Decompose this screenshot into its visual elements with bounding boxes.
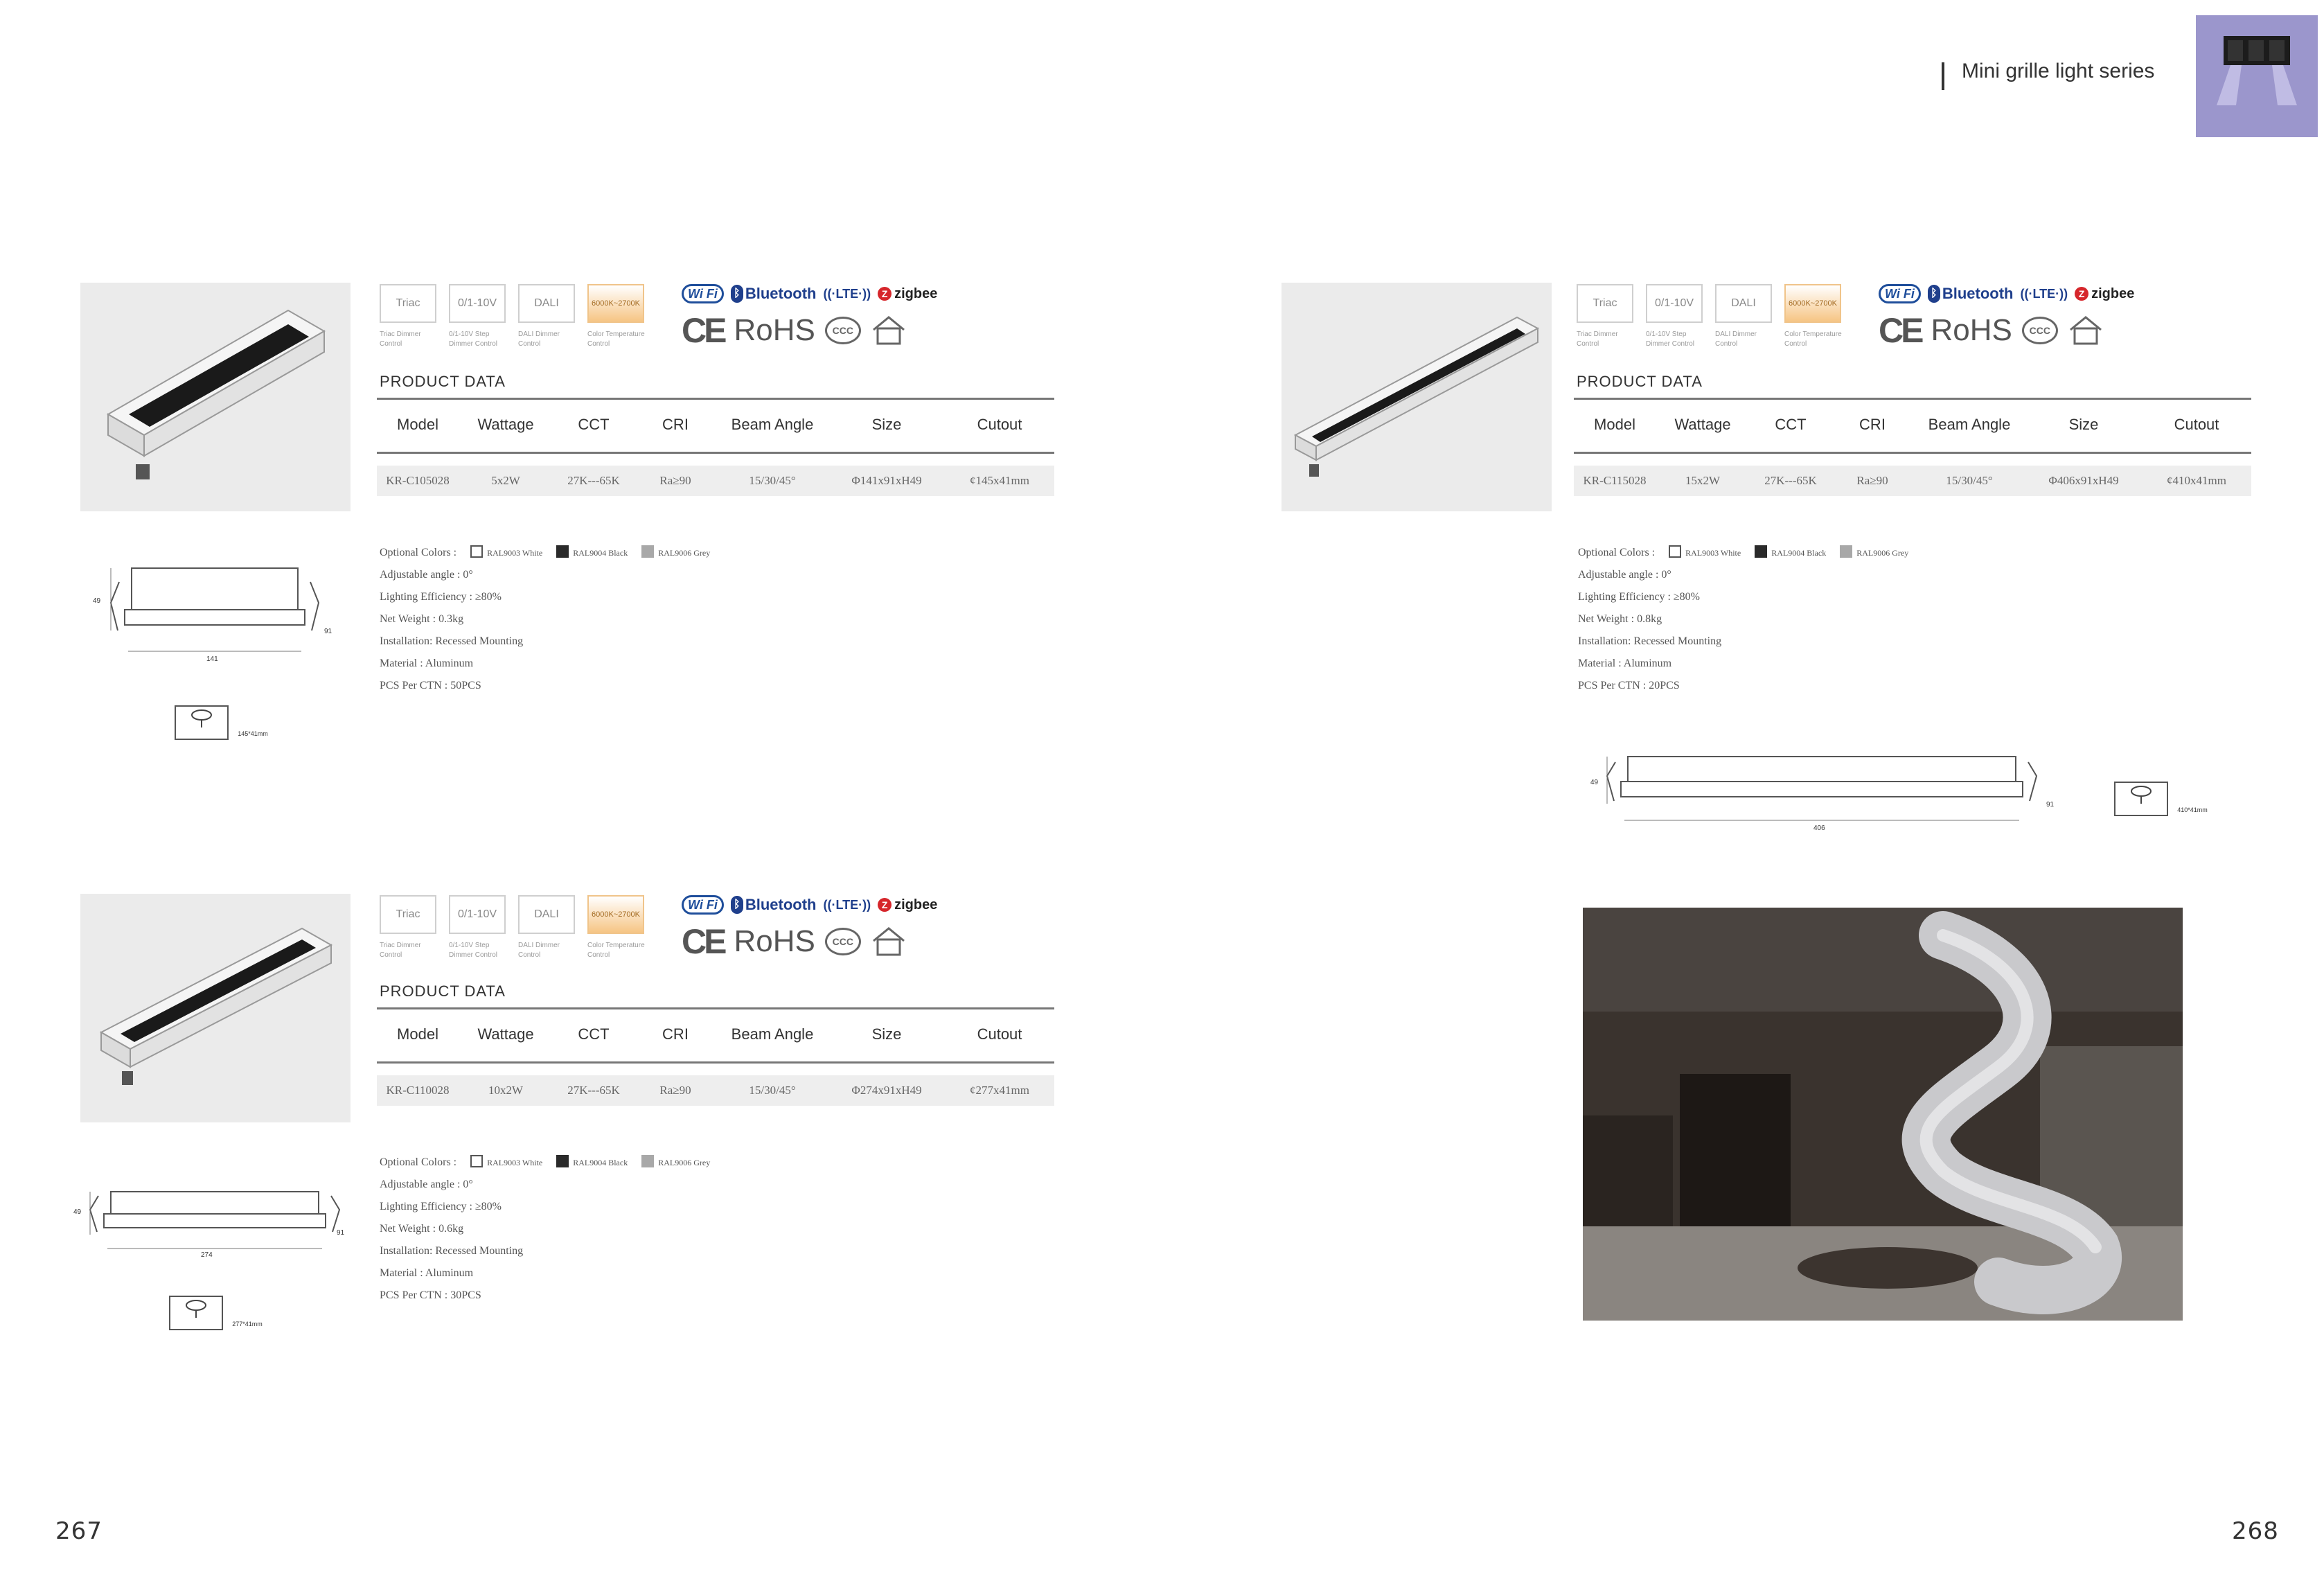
dim-length: 274 xyxy=(201,1251,213,1259)
grey-swatch xyxy=(641,545,654,558)
cell-size: Φ274x91xH49 xyxy=(851,1084,922,1097)
spec-line: Adjustable angle : 0° xyxy=(1578,569,1671,581)
header-beam-angle: Beam Angle xyxy=(731,1025,814,1043)
table-row xyxy=(377,466,1054,496)
spec-line: Lighting Efficiency : ≥80% xyxy=(380,591,502,603)
white-swatch xyxy=(470,1155,483,1167)
header-cri: CRI xyxy=(1859,416,1886,433)
dimension-drawing xyxy=(1586,748,2071,838)
zigbee-icon: Z xyxy=(878,898,892,912)
protocol-logos xyxy=(682,895,937,915)
cell-cct: 27K---65K xyxy=(567,1084,620,1097)
protocol-logos xyxy=(1879,284,2134,303)
control-caption: Color Temperature Control xyxy=(1784,330,1842,348)
product-photo xyxy=(1281,283,1552,511)
optional-colors-label: Optional Colors : xyxy=(380,1156,457,1168)
optional-colors-label: Optional Colors : xyxy=(1578,547,1656,558)
page-number-left: 267 xyxy=(55,1517,103,1545)
header-wattage: Wattage xyxy=(1674,416,1731,433)
dim-length: 141 xyxy=(206,655,218,663)
control-caption: 0/1-10V Step Dimmer Control xyxy=(1646,330,1695,348)
control-dali: DALI xyxy=(1715,284,1772,323)
color-label: RAL9003 White xyxy=(1685,548,1741,558)
color-label: RAL9004 Black xyxy=(573,548,628,558)
optional-colors xyxy=(1578,542,2201,564)
lte-logo: ((·LTE·)) xyxy=(823,286,871,301)
color-label: RAL9006 Grey xyxy=(1856,548,1909,558)
control-caption: DALI Dimmer Control xyxy=(518,330,560,348)
header-cri: CRI xyxy=(662,1025,689,1043)
cutout-icon xyxy=(2114,782,2208,816)
cell-wattage: 5x2W xyxy=(491,474,520,487)
cell-beam-angle: 15/30/45° xyxy=(749,474,796,487)
cell-cutout: ¢145x41mm xyxy=(970,474,1029,487)
spec-line: Net Weight : 0.8kg xyxy=(1578,613,1662,625)
grey-swatch xyxy=(641,1155,654,1167)
cell-beam-angle: 15/30/45° xyxy=(749,1084,796,1097)
spec-line: PCS Per CTN : 20PCS xyxy=(1578,680,1680,691)
table-header xyxy=(377,416,1054,434)
certification-logos xyxy=(682,921,907,962)
cell-wattage: 15x2W xyxy=(1685,474,1721,487)
table-rule xyxy=(1574,452,2251,454)
product-data-title: PRODUCT DATA xyxy=(380,982,506,1000)
cell-cct: 27K---65K xyxy=(1764,474,1817,487)
optional-colors xyxy=(380,1152,1003,1174)
ce-logo: CE xyxy=(682,311,725,350)
cell-cutout: ¢277x41mm xyxy=(970,1084,1029,1097)
cutout-icon xyxy=(169,1296,263,1330)
color-label: RAL9006 Grey xyxy=(658,548,711,558)
dim-length: 406 xyxy=(1813,824,1825,832)
header-beam-angle: Beam Angle xyxy=(731,416,814,433)
cutout-size: 145*41mm xyxy=(238,730,268,737)
header-cct: CCT xyxy=(578,416,610,433)
control-caption: Triac Dimmer Control xyxy=(380,330,421,348)
bluetooth-logo: Bluetooth xyxy=(1942,285,2014,302)
black-swatch xyxy=(556,1155,569,1167)
table-rule xyxy=(377,1061,1054,1064)
table-row xyxy=(377,1075,1054,1106)
header-size: Size xyxy=(871,416,902,433)
bluetooth-logo: Bluetooth xyxy=(745,896,817,913)
control-caption: Color Temperature Control xyxy=(587,942,645,959)
color-label: RAL9003 White xyxy=(487,548,543,558)
certification-logos xyxy=(1879,310,2104,351)
control-caption: Color Temperature Control xyxy=(587,330,645,348)
lte-logo: ((·LTE·)) xyxy=(2020,286,2068,301)
grey-swatch xyxy=(1840,545,1852,558)
control-cct: 6000K~2700K xyxy=(587,895,644,934)
spec-line: Net Weight : 0.3kg xyxy=(380,613,464,625)
dim-depth: 91 xyxy=(324,628,332,635)
control-triac: Triac xyxy=(380,895,436,934)
cutout-size: 277*41mm xyxy=(232,1321,263,1327)
zigbee-icon: Z xyxy=(2075,287,2088,301)
cell-model: KR-C105028 xyxy=(386,474,450,487)
header-cct: CCT xyxy=(1775,416,1807,433)
control-dali: DALI xyxy=(518,895,575,934)
application-photo xyxy=(1583,908,2183,1321)
rohs-logo: RoHS xyxy=(734,313,815,347)
dim-height: 49 xyxy=(1590,779,1599,786)
product-photo xyxy=(80,283,351,511)
header-size: Size xyxy=(2068,416,2099,433)
control-dali: DALI xyxy=(518,284,575,323)
table-rule xyxy=(377,1007,1054,1009)
header-cutout: Cutout xyxy=(977,416,1022,433)
spec-list xyxy=(380,1152,1003,1307)
series-thumbnail xyxy=(2196,15,2318,137)
spec-line: Installation: Recessed Mounting xyxy=(1578,635,1722,647)
cell-cri: Ra≥90 xyxy=(659,1084,691,1097)
lte-logo: ((·LTE·)) xyxy=(823,897,871,912)
optional-colors-label: Optional Colors : xyxy=(380,547,457,558)
rohs-logo: RoHS xyxy=(734,924,815,958)
zigbee-logo: zigbee xyxy=(2091,285,2135,301)
dim-height: 49 xyxy=(73,1208,82,1216)
color-label: RAL9004 Black xyxy=(573,1158,628,1167)
control-cct: 6000K~2700K xyxy=(1784,284,1841,323)
table-row xyxy=(1574,466,2251,496)
zigbee-icon: Z xyxy=(878,287,892,301)
product-photo xyxy=(80,894,351,1122)
color-label: RAL9003 White xyxy=(487,1158,543,1167)
cell-cct: 27K---65K xyxy=(567,474,620,487)
spec-line: Material : Aluminum xyxy=(380,658,474,669)
ccc-logo: CCC xyxy=(825,317,861,344)
page-number-right: 268 xyxy=(2232,1517,2279,1545)
product-data-title: PRODUCT DATA xyxy=(1577,373,1703,390)
cell-model: KR-C110028 xyxy=(386,1084,450,1097)
spec-list xyxy=(380,542,1003,697)
table-rule xyxy=(377,452,1054,454)
white-swatch xyxy=(1669,545,1681,558)
header-model: Model xyxy=(397,1025,438,1043)
header-divider xyxy=(1942,62,1944,90)
table-header xyxy=(377,1025,1054,1043)
color-label: RAL9004 Black xyxy=(1771,548,1827,558)
control-caption: DALI Dimmer Control xyxy=(518,942,560,959)
cell-size: Φ406x91xH49 xyxy=(2048,474,2119,487)
control-triac: Triac xyxy=(1577,284,1633,323)
dim-height: 49 xyxy=(93,597,101,605)
spec-line: Net Weight : 0.6kg xyxy=(380,1223,464,1235)
header-size: Size xyxy=(871,1025,902,1043)
wifi-logo: Wi Fi xyxy=(1879,284,1921,303)
header-model: Model xyxy=(1594,416,1635,433)
control-0-10v: 0/1-10V xyxy=(449,895,506,934)
header-cutout: Cutout xyxy=(977,1025,1022,1043)
header-wattage: Wattage xyxy=(477,1025,534,1043)
house-icon xyxy=(871,926,907,958)
control-triac: Triac xyxy=(380,284,436,323)
ccc-logo: CCC xyxy=(825,928,861,955)
dimension-drawing xyxy=(69,1182,353,1265)
rohs-logo: RoHS xyxy=(1931,313,2012,347)
spec-line: Material : Aluminum xyxy=(380,1267,474,1279)
optional-colors xyxy=(380,542,1003,564)
table-header xyxy=(1574,416,2251,434)
bluetooth-icon: ᛒ xyxy=(731,896,743,914)
cell-size: Φ141x91xH49 xyxy=(851,474,922,487)
spec-line: Installation: Recessed Mounting xyxy=(380,635,524,647)
grille-light-icon xyxy=(2196,15,2318,137)
ce-logo: CE xyxy=(682,922,725,961)
cutout-size: 410*41mm xyxy=(2177,806,2208,813)
dim-depth: 91 xyxy=(337,1229,345,1237)
cell-cutout: ¢410x41mm xyxy=(2167,474,2226,487)
spec-line: Adjustable angle : 0° xyxy=(380,569,473,581)
series-title: Mini grille light series xyxy=(1962,60,2155,82)
spec-line: PCS Per CTN : 30PCS xyxy=(380,1289,481,1301)
control-caption: 0/1-10V Step Dimmer Control xyxy=(449,330,498,348)
cell-model: KR-C115028 xyxy=(1583,474,1647,487)
control-cct: 6000K~2700K xyxy=(587,284,644,323)
zigbee-logo: zigbee xyxy=(894,285,938,301)
black-swatch xyxy=(1755,545,1767,558)
black-swatch xyxy=(556,545,569,558)
header-model: Model xyxy=(397,416,438,433)
control-0-10v: 0/1-10V xyxy=(1646,284,1703,323)
dim-depth: 91 xyxy=(2046,801,2055,809)
white-swatch xyxy=(470,545,483,558)
house-icon xyxy=(871,315,907,346)
spec-line: Material : Aluminum xyxy=(1578,658,1672,669)
table-rule xyxy=(377,398,1054,400)
table-rule xyxy=(1574,398,2251,400)
cell-beam-angle: 15/30/45° xyxy=(1946,474,1993,487)
dimension-drawing xyxy=(90,561,339,672)
product-data-title: PRODUCT DATA xyxy=(380,373,506,390)
header-cct: CCT xyxy=(578,1025,610,1043)
ce-logo: CE xyxy=(1879,311,1922,350)
cell-wattage: 10x2W xyxy=(488,1084,524,1097)
cell-cri: Ra≥90 xyxy=(659,474,691,487)
header-cri: CRI xyxy=(662,416,689,433)
spec-line: PCS Per CTN : 50PCS xyxy=(380,680,481,691)
house-icon xyxy=(2068,315,2104,346)
spec-line: Lighting Efficiency : ≥80% xyxy=(380,1201,502,1212)
header-beam-angle: Beam Angle xyxy=(1928,416,2011,433)
spec-line: Adjustable angle : 0° xyxy=(380,1179,473,1190)
bluetooth-icon: ᛒ xyxy=(731,285,743,303)
bluetooth-logo: Bluetooth xyxy=(745,285,817,302)
certification-logos xyxy=(682,310,907,351)
control-0-10v: 0/1-10V xyxy=(449,284,506,323)
wifi-logo: Wi Fi xyxy=(682,895,724,915)
spec-list xyxy=(1578,542,2201,697)
control-caption: Triac Dimmer Control xyxy=(1577,330,1618,348)
zigbee-logo: zigbee xyxy=(894,897,938,912)
header-wattage: Wattage xyxy=(477,416,534,433)
control-caption: 0/1-10V Step Dimmer Control xyxy=(449,942,498,959)
spec-line: Lighting Efficiency : ≥80% xyxy=(1578,591,1700,603)
cutout-icon xyxy=(175,705,268,740)
spec-line: Installation: Recessed Mounting xyxy=(380,1245,524,1257)
header-cutout: Cutout xyxy=(2174,416,2219,433)
protocol-logos xyxy=(682,284,937,303)
wifi-logo: Wi Fi xyxy=(682,284,724,303)
cell-cri: Ra≥90 xyxy=(1856,474,1888,487)
control-caption: Triac Dimmer Control xyxy=(380,942,421,959)
bluetooth-icon: ᛒ xyxy=(1928,285,1940,303)
ccc-logo: CCC xyxy=(2022,317,2058,344)
color-label: RAL9006 Grey xyxy=(658,1158,711,1167)
control-caption: DALI Dimmer Control xyxy=(1715,330,1757,348)
